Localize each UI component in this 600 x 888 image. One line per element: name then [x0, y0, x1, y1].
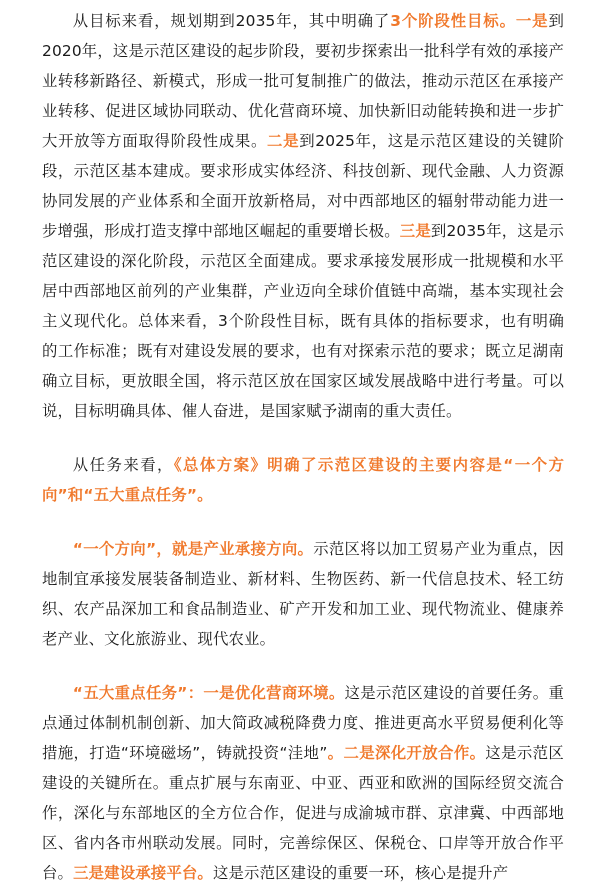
paragraph-tasks-intro [42, 450, 564, 510]
text-segment: 这是示范区建设的重要一环，核心是提升产 [212, 864, 509, 882]
paragraph-one-direction [42, 534, 564, 654]
text-segment: 到2025年，这是示范区建设的关键阶段，示范区基本建成。要求形成实体经济、科技创新、现代金融、人力资源协同发展的产业体系和全面开放新格局，对中西部地区的辐射带动能力进一步增强，形成打造支撑中部地区崛起的重要增长极。 [42, 132, 564, 240]
paragraph-spacer [42, 426, 564, 450]
article-body [42, 6, 564, 888]
paragraph-spacer [42, 510, 564, 534]
text-segment: 这是示范区建设的首要任务。重点通过体制机制创新、加大简政减税降费力度、推进更高水平贸易便利化等措施，打造“环境磁场”，铸就投资“洼地” [42, 684, 564, 762]
text-segment: 示范区将以加工贸易产业为重点，因地制宜承接发展装备制造业、新材料、生物医药、新一代信息技术、轻工纺织、农产品深加工和食品制造业、矿产开发和加工业、现代物流业、健康养老产业、文化旅游业、现代农业。 [42, 540, 564, 648]
highlight-segment: 三是建设承接平台。 [73, 864, 213, 882]
paragraph-spacer [42, 654, 564, 678]
text-segment: 从任务来看， [72, 456, 174, 474]
text-segment: 这是示范区建设的关键所在。重点扩展与东南亚、中亚、西亚和欧洲的国际经贸交流合作，深化与东部地区的全方位合作，促进与成渝城市群、京津冀、中西部地区、省内各市州联动发展。同时，完善综保区、保税仓、口岸等开放合作平台。 [42, 744, 564, 882]
text-segment: 从目标来看，规划期到2035年，其中明确了 [72, 12, 391, 30]
text-segment: 到2035年，这是示范区建设的深化阶段，示范区全面建成。要求承接发展形成一批规模和水平居中西部地区前列的产业集群，产业迈向全球价值链中高端，基本实现社会主义现代化。总体来看，3个阶段性目标，既有具体的指标要求，也有明确的工作标准；既有对建设发展的要求，也有对探索示范的要求；既立足湖南确立目标，更放眼全国，将示范区放在国家区域发展战略中进行考量。可以说，目标明确具体、催人奋进，是国家赋予湖南的重大责任。 [42, 222, 565, 420]
paragraph-five-tasks [42, 678, 564, 888]
highlight-segment: 二是 [267, 132, 300, 150]
highlight-segment: 3个阶段性目标。一是 [390, 12, 549, 30]
paragraph-goals [42, 6, 564, 426]
highlight-segment: 三是 [399, 222, 431, 240]
highlight-segment: 。二是深化开放合作。 [327, 744, 486, 762]
text-segment: 到2020年，这是示范区建设的起步阶段，要初步探索出一批科学有效的承接产业转移新路径、新模式，形成一批可复制推广的做法，推动示范区在承接产业转移、促进区域协同联动、优化营商环境、加快新旧动能转换和进一步扩大开放等方面取得阶段性成果。 [42, 12, 564, 150]
highlight-segment: “一个方向”，就是产业承接方向。 [72, 540, 314, 558]
highlight-segment: “五大重点任务”：一是优化营商环境。 [72, 684, 345, 702]
highlight-segment: 《总体方案》明确了示范区建设的主要内容是“一个方向”和“五大重点任务”。 [42, 456, 565, 504]
